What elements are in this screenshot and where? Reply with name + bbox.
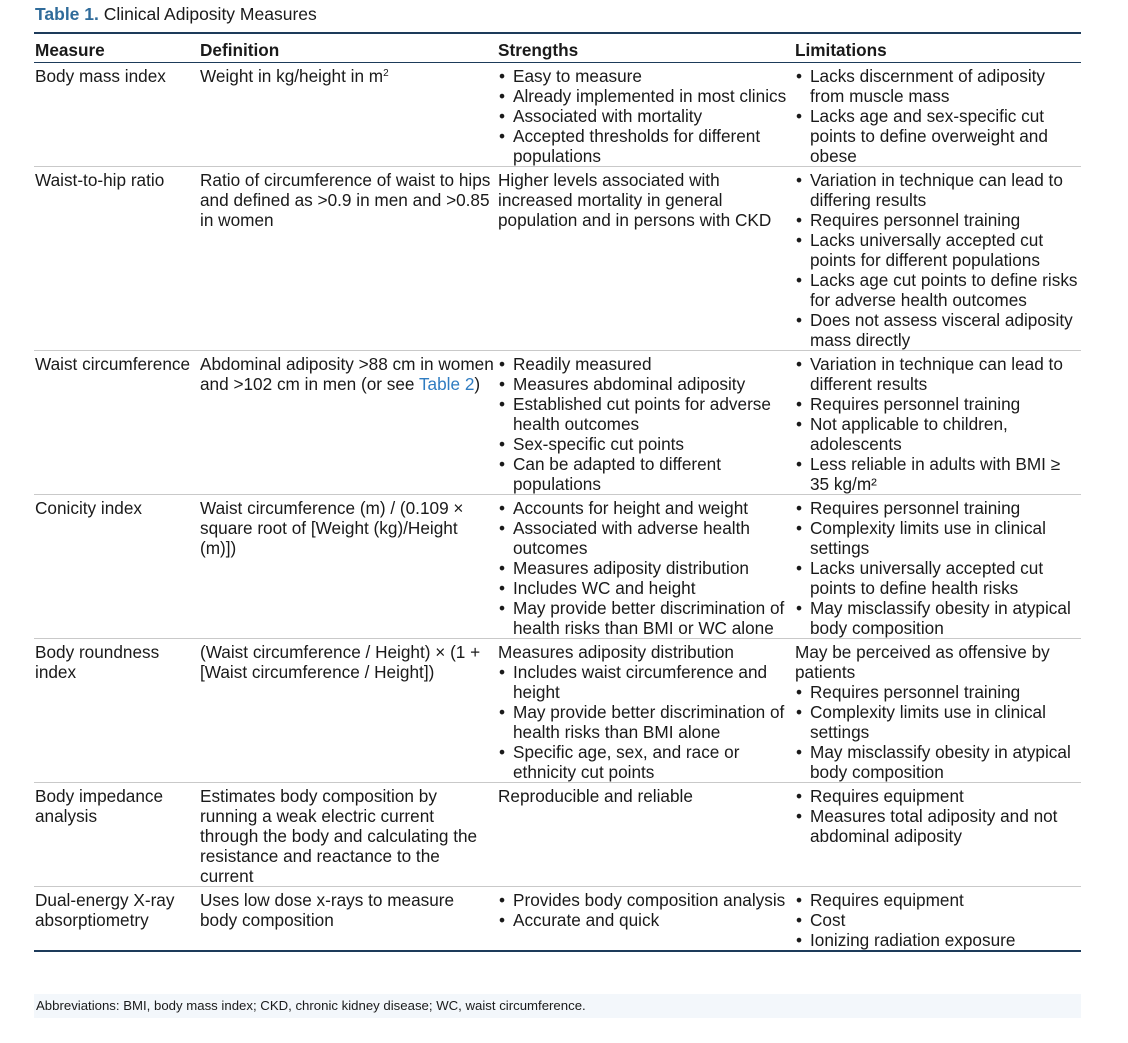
bullet-item: • Complexity limits use in clinical settings xyxy=(795,702,1079,742)
table-header xyxy=(34,33,1081,63)
bullet-item: • May misclassify obesity in atypical body composition xyxy=(795,598,1079,638)
bullet-item: • Measures total adiposity and not abdominal adiposity xyxy=(795,806,1079,846)
bullet-list xyxy=(498,354,792,494)
bullet-list xyxy=(498,890,792,930)
bullet-item: • Ionizing radiation exposure xyxy=(795,930,1079,950)
definition-cell xyxy=(199,495,497,639)
bullet-item: • Requires personnel training xyxy=(795,682,1079,702)
limitations-cell xyxy=(794,783,1081,887)
bullet-item: • Variation in technique can lead to different results xyxy=(795,354,1079,394)
measure-cell: Conicity index xyxy=(35,498,142,518)
bullet-list xyxy=(795,498,1079,638)
bullet-item: • Requires equipment xyxy=(795,890,1079,910)
bullet-item: • Accepted thresholds for different populations xyxy=(498,126,792,166)
definition-cell xyxy=(199,167,497,351)
table-body xyxy=(34,63,1081,952)
measure-cell: Body mass index xyxy=(35,66,166,86)
adiposity-measures-table xyxy=(34,32,1081,952)
bullet-item: • Not applicable to children, adolescents xyxy=(795,414,1079,454)
bullet-item: • Requires personnel training xyxy=(795,210,1079,230)
cell-intro: Reproducible and reliable xyxy=(498,786,693,806)
superscript: 2 xyxy=(383,68,389,79)
cell-intro: Higher levels associated with increased mortality in general population and in persons with CKD xyxy=(498,170,772,230)
bullet-item: • Requires equipment xyxy=(795,786,1079,806)
bullet-item: • Less reliable in adults with BMI ≥ 35 kg/m² xyxy=(795,454,1079,494)
table-row xyxy=(34,783,1081,887)
definition-cell xyxy=(199,887,497,952)
bullet-item: • Includes waist circumference and height xyxy=(498,662,792,702)
measure-cell: Body roundness index xyxy=(35,642,160,682)
table-title: Clinical Adiposity Measures xyxy=(103,4,317,24)
bullet-item: • Lacks age and sex-specific cut points to define overweight and obese xyxy=(795,106,1079,166)
bullet-item: • Requires personnel training xyxy=(795,394,1079,414)
bullet-item: • Complexity limits use in clinical settings xyxy=(795,518,1079,558)
limitations-cell xyxy=(794,167,1081,351)
limitations-cell xyxy=(794,495,1081,639)
bullet-item: • Does not assess visceral adiposity mass directly xyxy=(795,310,1079,350)
definition-cell xyxy=(199,639,497,783)
strengths-cell xyxy=(497,63,794,167)
bullet-item: • May provide better discrimination of health risks than BMI alone xyxy=(498,702,792,742)
measure-cell: Dual-energy X-ray absorptiometry xyxy=(35,890,175,930)
bullet-item: • Easy to measure xyxy=(498,66,792,86)
bullet-item: • Includes WC and height xyxy=(498,578,792,598)
header-strengths: Strengths xyxy=(497,33,794,63)
bullet-item: • Provides body composition analysis xyxy=(498,890,792,910)
definition-cell xyxy=(199,63,497,167)
bullet-list xyxy=(795,66,1079,166)
definition-text: Weight in kg/height in m xyxy=(200,66,384,86)
definition-cell xyxy=(199,783,497,887)
table-row xyxy=(34,495,1081,639)
measure-cell: Waist-to-hip ratio xyxy=(35,170,165,190)
table-row xyxy=(34,63,1081,167)
bullet-item: • Accurate and quick xyxy=(498,910,792,930)
bullet-item: • Lacks discernment of adiposity from muscle mass xyxy=(795,66,1079,106)
bullet-list xyxy=(498,662,792,782)
bullet-item: • Lacks universally accepted cut points to define health risks xyxy=(795,558,1079,598)
bullet-item: • Lacks age cut points to define risks for adverse health outcomes xyxy=(795,270,1079,310)
bullet-item: • Variation in technique can lead to differing results xyxy=(795,170,1079,210)
definition-text: Uses low dose x-rays to measure body composition xyxy=(200,890,455,930)
bullet-item: • Associated with mortality xyxy=(498,106,792,126)
bullet-item: • May provide better discrimination of health risks than BMI or WC alone xyxy=(498,598,792,638)
bullet-item: • Specific age, sex, and race or ethnicity cut points xyxy=(498,742,792,782)
measure-cell: Waist circumference xyxy=(35,354,191,374)
definition-cell xyxy=(199,351,497,495)
limitations-cell xyxy=(794,351,1081,495)
bullet-list xyxy=(795,786,1079,846)
strengths-cell xyxy=(497,167,794,351)
bullet-item: • Measures adiposity distribution xyxy=(498,558,792,578)
bullet-item: • Cost xyxy=(795,910,1079,930)
table-caption xyxy=(35,4,317,25)
bullet-item: • Can be adapted to different populations xyxy=(498,454,792,494)
table-link[interactable]: Table 2 xyxy=(418,374,475,394)
bullet-item: • Associated with adverse health outcomes xyxy=(498,518,792,558)
table-row xyxy=(34,351,1081,495)
table-row xyxy=(34,167,1081,351)
table-row xyxy=(34,639,1081,783)
bullet-item: • May misclassify obesity in atypical body composition xyxy=(795,742,1079,782)
header-measure: Measure xyxy=(34,33,199,63)
bullet-list xyxy=(498,66,792,166)
strengths-cell xyxy=(497,495,794,639)
bullet-item: • Readily measured xyxy=(498,354,792,374)
limitations-cell xyxy=(794,887,1081,952)
definition-text: Waist circumference (m) / (0.109 × square root of [Weight (kg)/Height (m)]) xyxy=(200,498,464,558)
cell-intro: Measures adiposity distribution xyxy=(498,642,734,662)
strengths-cell xyxy=(497,887,794,952)
measure-cell: Body impedance analysis xyxy=(35,786,164,826)
header-definition: Definition xyxy=(199,33,497,63)
strengths-cell xyxy=(497,783,794,887)
definition-text: Ratio of circumference of waist to hips and defined as >0.9 in men and >0.85 in women xyxy=(200,170,491,230)
bullet-item: • Accounts for height and weight xyxy=(498,498,792,518)
cell-intro: May be perceived as offensive by patients xyxy=(795,642,1050,682)
table-label: Table 1. xyxy=(35,4,99,24)
table-footnote: Abbreviations: BMI, body mass index; CKD, chronic kidney disease; WC, waist circumference. xyxy=(34,994,1081,1018)
bullet-item: • Requires personnel training xyxy=(795,498,1079,518)
bullet-item: • Established cut points for adverse health outcomes xyxy=(498,394,792,434)
bullet-list xyxy=(795,890,1079,950)
header-limitations: Limitations xyxy=(794,33,1081,63)
bullet-item: • Already implemented in most clinics xyxy=(498,86,792,106)
definition-text: Abdominal adiposity >88 cm in women and >102 cm in men (or see xyxy=(200,354,494,394)
bullet-item: • Sex-specific cut points xyxy=(498,434,792,454)
definition-text-end: ) xyxy=(474,374,481,394)
bullet-list xyxy=(795,170,1079,350)
bullet-list xyxy=(795,682,1079,782)
bullet-item: • Lacks universally accepted cut points for different populations xyxy=(795,230,1079,270)
bullet-list xyxy=(795,354,1079,494)
definition-text: (Waist circumference / Height) × (1 + [Waist circumference / Height]) xyxy=(200,642,481,682)
bullet-item: • Measures abdominal adiposity xyxy=(498,374,792,394)
definition-text: Estimates body composition by running a weak electric current through the body and calculating the resistance and reactance to the current xyxy=(200,786,478,886)
table-row xyxy=(34,887,1081,952)
strengths-cell xyxy=(497,639,794,783)
limitations-cell xyxy=(794,639,1081,783)
limitations-cell xyxy=(794,63,1081,167)
bullet-list xyxy=(498,498,792,638)
strengths-cell xyxy=(497,351,794,495)
